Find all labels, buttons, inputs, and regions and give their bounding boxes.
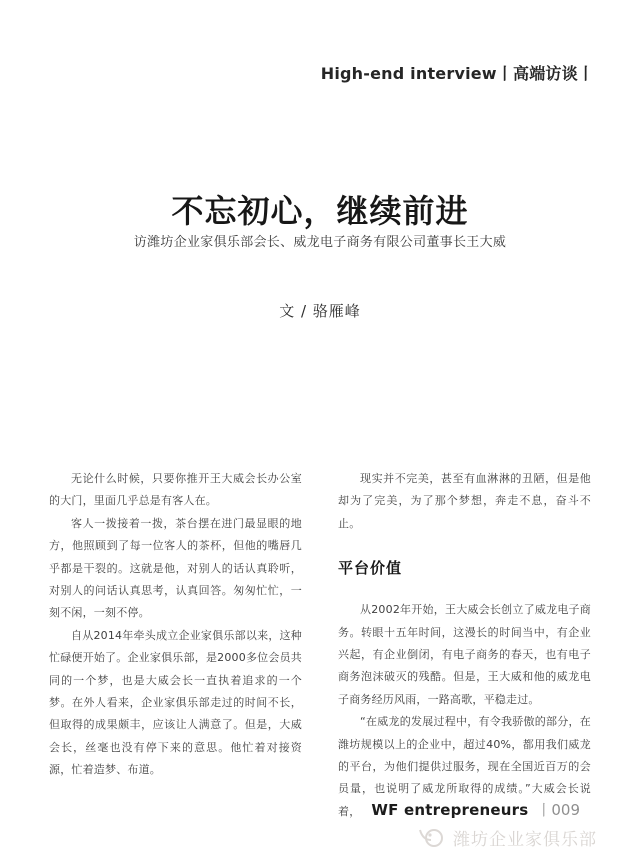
section-heading-platform-value: 平台价值: [338, 559, 403, 578]
body-paragraph: 客人一拨接着一拨，茶台摆在进门最显眼的地方，他照顾到了每一位客人的茶杯，但他的嘴唇几乎都是干裂的。这就是他，对别人的话认真聆听，对别人的问话认真思考，认真回答。匆匆忙忙，一刻不闲，一刻不停。: [49, 516, 302, 620]
body-paragraph: “在威龙的发展过程中，有令我骄傲的部分，在潍坊规模以上的企业中，超过40%，都用我们威龙的平台，为他们提供过服务，现在全国近百万的会员量，也说明了威龙所取得的成绩。”大威会长说着，: [338, 715, 591, 818]
article-title: 不忘初心，继续前进: [171, 192, 469, 231]
journal-name: WF entrepreneurs: [371, 801, 529, 819]
left-column: [49, 468, 302, 823]
body-paragraph: 现实并不完美，甚至有血淋淋的丑陋，但是他却为了完美，为了那个梦想，奔走不息，奋斗不止。: [338, 472, 591, 530]
publisher-watermark: [417, 824, 597, 850]
article-byline: 文 / 骆雁峰: [279, 302, 361, 320]
page-footer: [371, 799, 580, 820]
body-paragraph: 自从2014年牵头成立企业家俱乐部以来，这种忙碌便开始了。企业家俱乐部，是2000多位会员共同的一个梦，也是大威会长一直执着追求的一个梦。在外人看来，企业家俱乐部走过的时间不长，但取得的成果颇丰，应该让人满意了。但是，大威会长，丝毫也没有停下来的意思。他忙着对接资源，忙着造梦、布道。: [49, 628, 302, 777]
article-subtitle: 访潍坊企业家俱乐部会长、威龙电子商务有限公司董事长王大威: [133, 235, 507, 250]
right-column: [338, 468, 591, 823]
section-header-label: High-end interview丨高端访谈丨: [320, 64, 594, 83]
body-paragraph: 从2002年开始，王大威会长创立了威龙电子商务。转眼十五年时间，这漫长的时间当中，有企业兴起，有企业倒闭，有电子商务的春天，也有电子商务泡沫破灭的残酷。但是，王大威和他的威龙电子商务经历风雨，一路高歌，平稳走过。: [338, 603, 591, 706]
article-body: [49, 468, 591, 823]
page-number: 009: [551, 801, 580, 819]
body-paragraph: 无论什么时候，只要你推开王大威会长办公室的大门，里面几乎总是有客人在。: [49, 472, 302, 508]
club-logo-icon: [417, 824, 449, 850]
watermark-text: 潍坊企业家俱乐部: [453, 829, 597, 850]
footer-separator: 丨: [536, 801, 552, 819]
